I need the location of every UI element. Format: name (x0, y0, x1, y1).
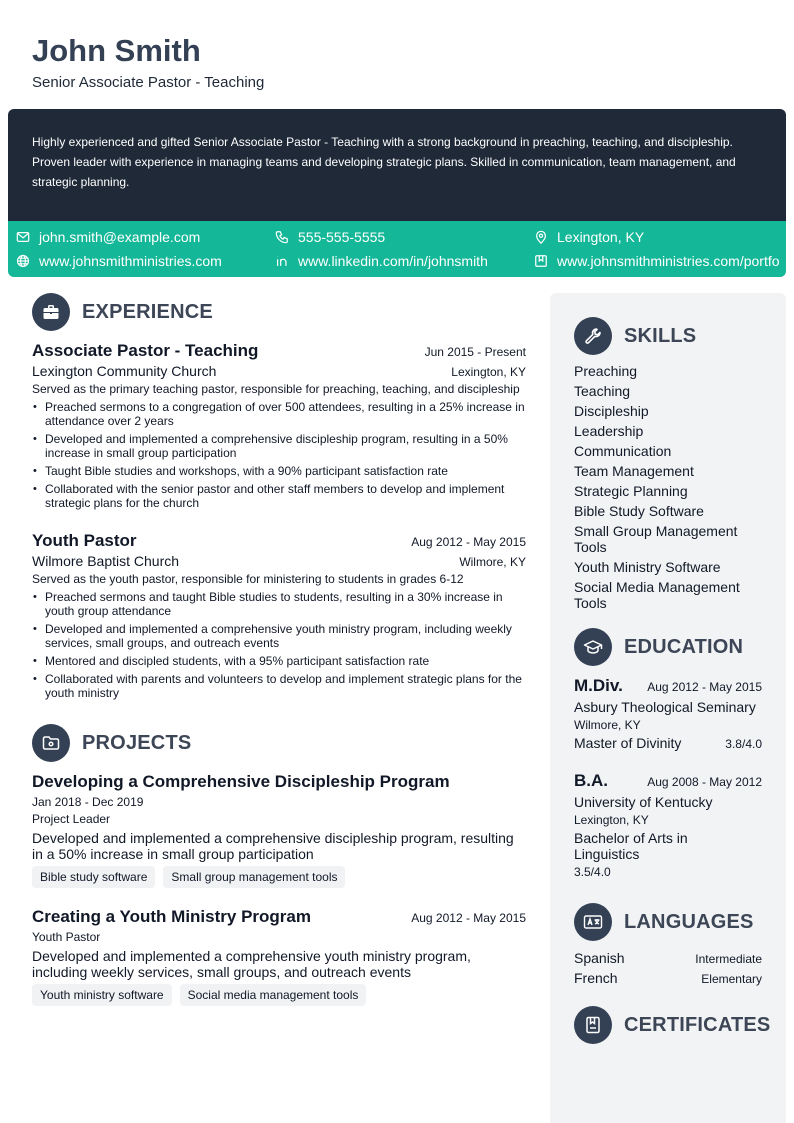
education-heading (574, 628, 743, 666)
email-text: john.smith@example.com (39, 229, 201, 245)
experience-entry (32, 341, 526, 510)
job-location: Lexington, KY (451, 365, 526, 379)
tag: Youth ministry software (32, 984, 172, 1006)
education-entry (574, 676, 762, 751)
skill-item: Small Group Management Tools (574, 523, 738, 555)
project-description: Developed and implemented a comprehensive discipleship program, resulting in a 50% increase in small group participation (32, 830, 514, 862)
projects-heading (32, 724, 191, 762)
linkedin-icon (275, 254, 289, 268)
skill-item: Preaching (574, 363, 638, 379)
briefcase-icon (32, 293, 70, 331)
contact-linkedin[interactable] (275, 252, 488, 270)
gpa: 3.5/4.0 (574, 865, 611, 879)
project-tags (32, 984, 526, 1006)
skill-item: Team Management (574, 463, 694, 479)
list-item: • Preached sermons and taught Bible studies to students, resulting in a 30% increase in youth group attendance (32, 590, 526, 618)
skill-item: Strategic Planning (574, 483, 688, 499)
skill-item: Youth Ministry Software (574, 559, 721, 575)
contact-email[interactable] (16, 228, 200, 246)
contact-phone[interactable] (275, 228, 385, 246)
list-item: • Mentored and discipled students, with a 95% participant satisfaction rate (32, 654, 526, 668)
tag: Bible study software (32, 866, 155, 888)
school: Asbury Theological Seminary (574, 699, 756, 715)
project-tags (32, 866, 526, 888)
skill-item: Leadership (574, 423, 644, 439)
project-role: Youth Pastor (32, 930, 101, 944)
job-dates: Jun 2015 - Present (424, 345, 526, 359)
candidate-name: John Smith (32, 33, 201, 68)
skill-item: Discipleship (574, 403, 649, 419)
wrench-icon (574, 317, 612, 355)
field-of-study: Bachelor of Arts in Linguistics (574, 830, 688, 862)
tag: Social media management tools (180, 984, 367, 1006)
summary-block (8, 109, 786, 221)
skills-title: SKILLS (624, 324, 697, 347)
job-company: Lexington Community Church (32, 363, 217, 379)
experience-entry (32, 531, 526, 700)
candidate-role: Senior Associate Pastor - Teaching (32, 74, 265, 91)
linkedin-text: www.linkedin.com/in/johnsmith (298, 253, 488, 269)
translate-icon (574, 903, 612, 941)
location-text: Lexington, KY (557, 229, 645, 245)
list-item: • Taught Bible studies and workshops, with a 90% participant satisfaction rate (32, 464, 526, 478)
job-bullets (32, 590, 526, 700)
job-bullets (32, 400, 526, 510)
project-dates: Jan 2018 - Dec 2019 (32, 795, 144, 809)
school-location: Wilmore, KY (574, 718, 641, 732)
project-entry (32, 772, 526, 888)
website-text: www.johnsmithministries.com (39, 253, 222, 269)
job-location: Wilmore, KY (459, 555, 526, 569)
language-name: Spanish (574, 950, 625, 966)
globe-icon (16, 254, 30, 268)
project-entry (32, 907, 526, 1006)
project-title: Developing a Comprehensive Discipleship Program (32, 772, 450, 791)
tag: Small group management tools (163, 866, 345, 888)
language-level: Elementary (701, 972, 762, 986)
degree: B.A. (574, 771, 608, 790)
phone-text: 555-555-5555 (298, 229, 386, 245)
phone-icon (275, 230, 289, 244)
skills-heading (574, 317, 696, 355)
education-entry (574, 771, 762, 879)
folder-icon (32, 724, 70, 762)
contact-bar (8, 221, 786, 277)
project-dates: Aug 2012 - May 2015 (411, 911, 526, 925)
field-of-study: Master of Divinity (574, 735, 682, 751)
language-name: French (574, 970, 618, 986)
certificates-title: CERTIFICATES (624, 1013, 771, 1036)
certificates-heading (574, 1006, 770, 1044)
languages-heading (574, 903, 754, 941)
skill-item: Communication (574, 443, 672, 459)
school: University of Kentucky (574, 794, 713, 810)
project-title: Creating a Youth Ministry Program (32, 907, 311, 926)
email-icon (16, 230, 30, 244)
experience-title: EXPERIENCE (82, 300, 213, 323)
location-pin-icon (534, 230, 548, 244)
resume-header (32, 34, 264, 91)
list-item: • Developed and implemented a comprehensive youth ministry program, including weekly services, small groups, and outreach events (32, 622, 526, 650)
list-item: • Preached sermons to a congregation of over 500 attendees, resulting in a 25% increase in attendance over 2 years (32, 400, 526, 428)
list-item: • Collaborated with the senior pastor and other staff members to develop and implement strategic plans for the church (32, 482, 526, 510)
project-role: Project Leader (32, 812, 111, 826)
language-row (574, 970, 762, 986)
job-title: Youth Pastor (32, 531, 137, 550)
job-title: Associate Pastor - Teaching (32, 341, 259, 360)
job-description: Served as the primary teaching pastor, responsible for preaching, teaching, and discipleship (32, 382, 520, 396)
contact-portfolio[interactable] (534, 252, 780, 270)
experience-heading (32, 293, 213, 331)
certificate-icon (574, 1006, 612, 1044)
language-row (574, 950, 762, 966)
portfolio-text: www.johnsmithministries.com/portfo (557, 253, 780, 269)
skill-item: Bible Study Software (574, 503, 704, 519)
job-description: Served as the youth pastor, responsible for ministering to students in grades 6-12 (32, 572, 464, 586)
portfolio-icon (534, 254, 548, 268)
gpa: 3.8/4.0 (725, 737, 762, 751)
summary-text: Highly experienced and gifted Senior Associate Pastor - Teaching with a strong background in preaching, teaching, and discipleship. Proven leader with experience in managing teams and developing strategic plans. Skilled in communication, team management, and strategic planning. (32, 135, 736, 189)
contact-location (534, 228, 644, 246)
skill-item: Social Media Management Tools (574, 579, 740, 611)
graduation-cap-icon (574, 628, 612, 666)
education-title: EDUCATION (624, 635, 744, 658)
contact-website[interactable] (16, 252, 222, 270)
job-company: Wilmore Baptist Church (32, 553, 180, 569)
degree: M.Div. (574, 676, 623, 695)
education-dates: Aug 2012 - May 2015 (647, 680, 762, 694)
education-dates: Aug 2008 - May 2012 (647, 775, 762, 789)
list-item: • Collaborated with parents and volunteers to develop and implement strategic plans for the youth ministry (32, 672, 526, 700)
school-location: Lexington, KY (574, 813, 649, 827)
languages-title: LANGUAGES (624, 910, 754, 933)
skill-item: Teaching (574, 383, 631, 399)
skills-list (574, 363, 762, 615)
project-description: Developed and implemented a comprehensive youth ministry program, including weekly services, small groups, and outreach events (32, 948, 471, 980)
language-level: Intermediate (695, 952, 762, 966)
job-dates: Aug 2012 - May 2015 (411, 535, 526, 549)
list-item: • Developed and implemented a comprehensive discipleship program, resulting in a 50% increase in small group participation (32, 432, 526, 460)
projects-title: PROJECTS (82, 731, 192, 754)
